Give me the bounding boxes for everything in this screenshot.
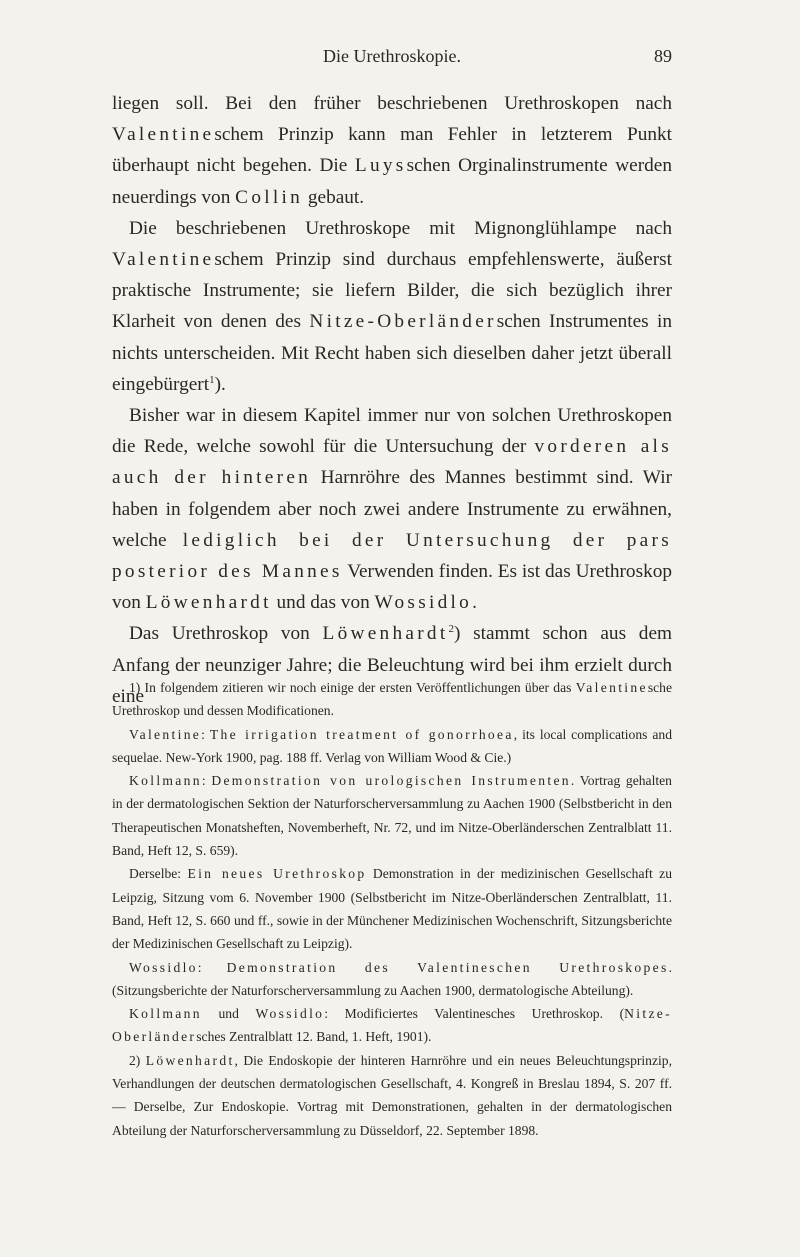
text-run: Verwenden finden. Es ist das Urethroskop von <box>112 561 673 614</box>
text-run: Die beschriebenen Urethroskope mit Mignonglühlampe nach <box>129 217 672 239</box>
text-run: . Vortrag gehalten in der dermatologischen Sektion der Naturforscherversammlung zu Aachen 1900 (Selbstbericht in den Therapeutischen Monatsheften, Novemberheft, Nr. 72, und im Nitze-Oberländerschen Zentralblatt 11. Band, Heft 12, S. 659). <box>112 773 672 859</box>
text-run: und das von <box>271 592 375 614</box>
text-run: sches Zentralblatt 12. Band, 1. Heft, 1901). <box>196 1029 432 1045</box>
spaced-title: Demonstration des Valentineschen Urethroskopes <box>226 959 669 975</box>
text-run: ) stammt schon aus dem Anfang der neunziger Jahre; die Beleuchtung wird bei ihm erzielt durch eine <box>112 623 672 707</box>
spaced-name: Kollmann <box>129 773 202 789</box>
spaced-name: Nitze-Oberländer <box>309 311 497 333</box>
text-run: schem Prinzip kann man Fehler in letzterem Punkt überhaupt nicht begehen. Die <box>112 124 672 177</box>
paragraph-1 <box>112 88 672 213</box>
footnote-entry <box>112 723 672 770</box>
text-run: 2) <box>129 1052 146 1068</box>
text-run: schem Prinzip sind durchaus empfehlenswerte, äußerst praktische Instrumente; sie liefern Bilder, die sich bezüglich ihrer Klarheit von denen des <box>112 249 672 333</box>
spaced-name: Valentine <box>129 726 202 742</box>
text-run: : <box>201 773 212 789</box>
text-run: Harnröhre des Mannes bestimmt sind. Wir haben in folgendem aber noch zwei andere Instrumente zu erwähnen, welche <box>112 467 673 551</box>
footnote-entry <box>112 1002 672 1049</box>
spaced-name: Wossidlo <box>129 959 198 975</box>
text-run: schen Instrumentes in nichts unterscheiden. Mit Recht haben sich dieselben daher jetzt überall eingebürgert <box>112 311 673 395</box>
spaced-title: The irrigation treatment of gonorrhoea <box>209 726 514 742</box>
text-run: schen Orginalinstrumente werden neuerdings von <box>112 155 672 208</box>
spaced-name: Valentine <box>575 680 648 695</box>
spaced-title: Ein neues Urethroskop <box>187 866 367 882</box>
text-run: und <box>201 1006 256 1022</box>
spaced-name: Löwenhardt <box>145 1052 235 1068</box>
footnote-entry <box>112 956 672 1003</box>
spaced-name: Löwenhardt <box>145 592 272 614</box>
spaced-title: Demonstration von urologischen Instrumenten <box>211 773 571 789</box>
running-title: Die Urethroskopie. <box>323 46 461 66</box>
paragraph-2 <box>112 213 672 400</box>
footnote-2 <box>112 1049 672 1142</box>
text-run: : Modificiertes Valentinesches Urethroskop. ( <box>324 1006 625 1022</box>
spaced-name: Collin <box>235 186 304 208</box>
text-run: ). <box>214 373 226 395</box>
spaced-name: Luys <box>354 155 407 177</box>
text-run: : <box>197 959 227 975</box>
text-run: gebaut. <box>303 186 365 208</box>
spaced-name: Löwenhardt <box>322 623 449 645</box>
footnote-entry <box>112 862 672 955</box>
text-run: sche Urethroskop und dessen Modificationen. <box>112 680 672 719</box>
page-number: 89 <box>654 46 672 66</box>
spaced-name: Nitze-Oberländer <box>112 1006 672 1045</box>
text-run: , its local complications and sequelae. New-York 1900, pag. 188 ff. Verlag von William Wood & Cie.) <box>112 726 672 765</box>
footnote-ref: 1 <box>209 373 215 386</box>
footnotes <box>112 676 672 1142</box>
text-run: Demonstration in der medizinischen Gesellschaft zu Leipzig, Sitzung vom 6. November 1900 (Selbstbericht im Nitze-Oberländerschen Zentralblatt, 11. Band, Heft 12, S. 660 und ff., sowie in der Münchener Medizinischen Wochenschrift, Sitzungsberichte der Medizinischen Gesellschaft zu Leipzig). <box>112 866 672 952</box>
spaced-emphasis: lediglich bei der Untersuchung der pars posterior des Mannes <box>112 529 672 583</box>
running-header <box>112 42 672 72</box>
text-run: : <box>201 726 210 742</box>
text-run: liegen soll. Bei den früher beschriebenen Urethroskopen nach <box>112 93 672 114</box>
spaced-emphasis: vorderen als auch der hinteren <box>112 436 672 489</box>
text-run: Das Urethroskop von <box>129 623 323 645</box>
footnote-ref: 2 <box>448 623 454 636</box>
footnote-entry <box>112 769 672 862</box>
spaced-name: Valentine <box>112 249 215 271</box>
text-run: , Die Endoskopie der hinteren Harnröhre und ein neues Beleuchtungsprinzip, Verhandlungen der deutschen dermatologischen Gesellschaft, 4. Kongreß in Breslau 1894, S. 207 ff. — Derselbe, Zur Endoskopie. Vortrag mit Demonstrationen, gehalten in der dermatologischen Abteilung der Naturforscherversammlung zu Düsseldorf, 22. September 1898. <box>112 1052 672 1138</box>
paragraph-3 <box>112 400 672 618</box>
body-text <box>112 88 672 712</box>
text-run: . <box>472 592 477 614</box>
spaced-name: Valentine <box>112 124 215 146</box>
spaced-name: Wossidlo <box>255 1006 325 1022</box>
text-run: Derselbe: <box>129 866 188 882</box>
footnote-1 <box>112 676 672 723</box>
spaced-name: Kollmann <box>129 1006 202 1022</box>
text-run: 1) In folgendem zitieren wir noch einige der ersten Veröffentlichungen über das <box>129 680 572 695</box>
spaced-name: Wossidlo <box>374 592 473 614</box>
text-run: Bisher war in diesem Kapitel immer nur von solchen Urethroskopen die Rede, welche sowohl für die Untersuchung der <box>112 405 672 458</box>
text-run: . (Sitzungsberichte der Naturforscherversammlung zu Aachen 1900, dermatologische Abteilung). <box>112 959 672 998</box>
